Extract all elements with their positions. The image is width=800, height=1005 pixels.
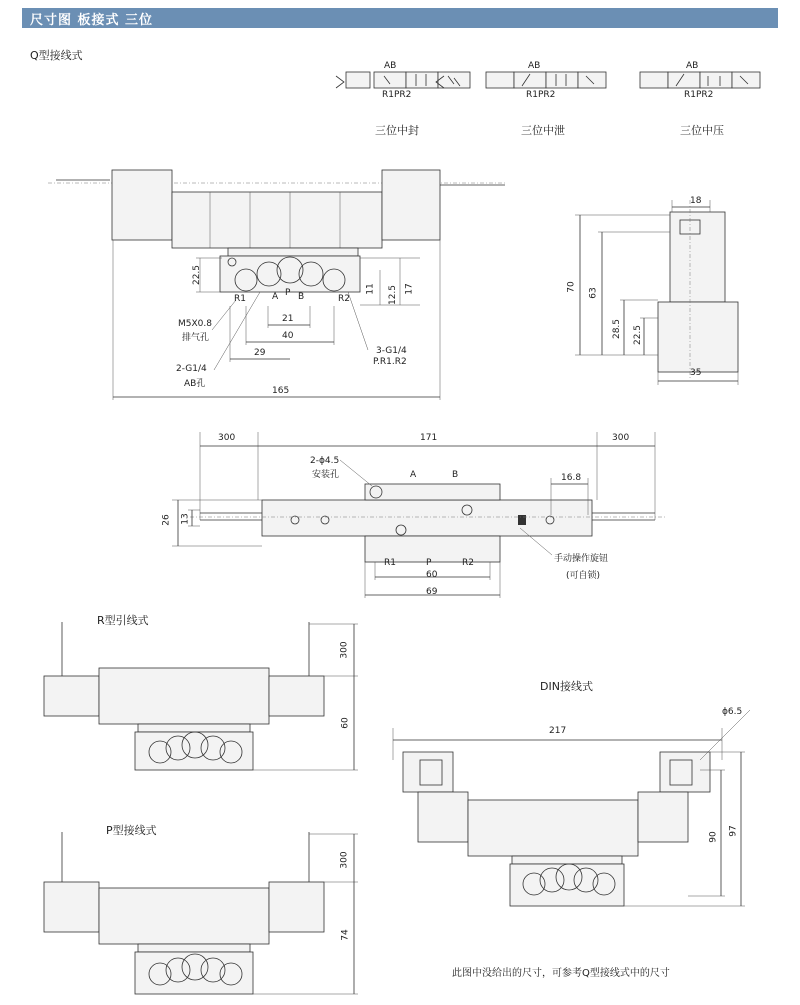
symbol-3-bottom: R1PR2 [684,90,714,100]
dim-300-right: 300 [612,433,630,443]
symbol-1-caption: 三位中封 [375,124,419,137]
symbol-1-top: AB [384,61,397,71]
dim-16-8: 16.8 [561,473,582,483]
top-port-b: B [452,470,459,480]
top-port-p: P [426,558,432,568]
dim-171: 171 [420,433,438,443]
m5-label: M5X0.8 [178,319,212,329]
top-port-a: A [410,470,417,480]
din-type-title: DIN接线式 [540,680,593,693]
port-a: A [272,292,279,302]
dim-60: 60 [426,570,438,580]
manual-knob-label: 手动操作旋钮 [554,554,609,564]
symbol-2-bottom: R1PR2 [526,90,556,100]
symbol-3-caption: 三位中压 [680,124,724,137]
p-dim-300: 300 [339,851,350,869]
dim-28-5: 28.5 [612,318,623,340]
dim-35: 35 [690,368,702,378]
dim-40: 40 [282,331,294,341]
dim-63: 63 [588,287,599,299]
g14-label: 2-G1/4 [176,364,207,374]
top-port-r2: R2 [462,558,474,568]
dim-69: 69 [426,587,438,597]
dim-29: 29 [254,348,266,358]
q-side-view [575,200,738,385]
dim-21: 21 [282,314,294,324]
dim-26: 26 [161,514,172,526]
symbol-3-top: AB [686,61,699,71]
top-port-r1: R1 [384,558,396,568]
m5-label-2: 排气孔 [182,333,210,343]
dim-70: 70 [566,281,577,293]
port-b: B [298,292,305,302]
q-type-title: Q型接线式 [30,49,83,62]
r-dim-300: 300 [339,641,350,659]
footnote: 此图中没给出的尺寸，可参考Q型接线式中的尺寸 [452,968,670,979]
p-dim-74: 74 [340,929,351,941]
hole-label-2: 安装孔 [312,470,340,480]
dim-17: 17 [404,283,415,295]
g34-label: 3-G1/4 [376,346,407,356]
dim-300-left: 300 [218,433,236,443]
symbol-center-exhaust [486,72,606,88]
dim-22-5-side: 22.5 [633,324,644,346]
symbol-2-caption: 三位中泄 [521,124,565,137]
g34-label-2: P.R1.R2 [373,357,407,367]
din-dim-217: 217 [549,726,567,736]
port-r1: R1 [234,294,246,304]
page-title: 尺寸图 板接式 三位 [30,13,154,28]
dim-11: 11 [365,283,376,295]
dim-13: 13 [180,513,191,525]
din-dim-97: 97 [728,825,739,837]
r-view [44,622,358,770]
dim-165: 165 [272,386,290,396]
symbol-center-closed [336,72,470,88]
g14-label-2: AB孔 [184,379,206,389]
dim-22-5: 22.5 [192,264,203,286]
r-dim-60: 60 [340,717,351,729]
manual-knob-label-2: (可自锁) [566,571,601,581]
din-view [393,710,750,906]
symbol-2-top: AB [528,61,541,71]
r-type-title: R型引线式 [97,614,149,627]
hole-label: 2-ϕ4.5 [310,456,340,466]
port-r2: R2 [338,294,350,304]
din-dim-90: 90 [708,831,719,843]
p-view [44,832,358,994]
dim-12-5: 12.5 [388,284,399,306]
p-type-title: P型接线式 [106,824,157,837]
symbol-center-pressure [640,72,760,88]
din-dim-6-5: ϕ6.5 [722,707,743,717]
symbol-1-bottom: R1PR2 [382,90,412,100]
q-front-view [48,170,505,400]
dim-18: 18 [690,196,702,206]
port-p: P [285,288,291,298]
